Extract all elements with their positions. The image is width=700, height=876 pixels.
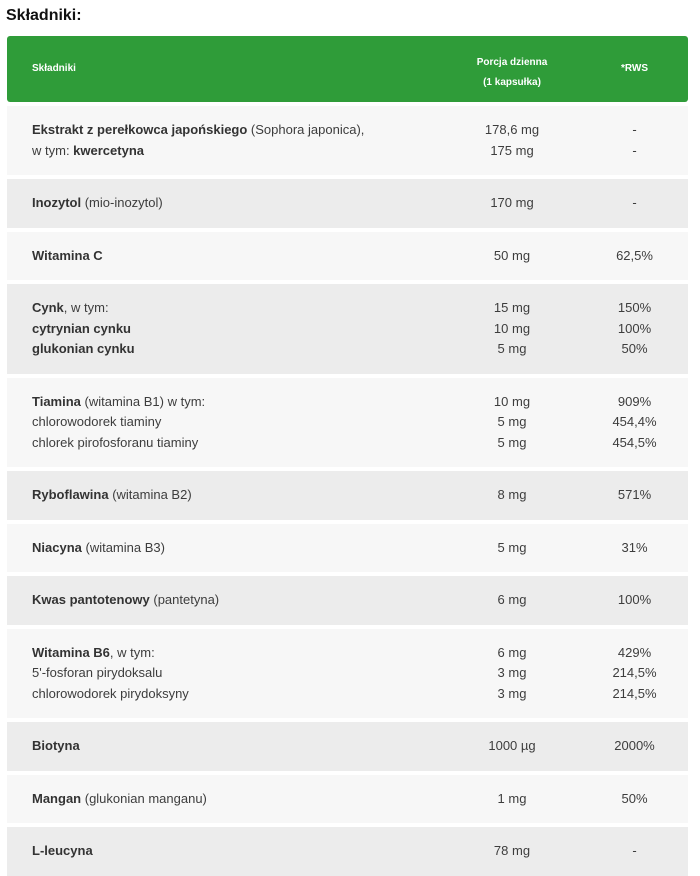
ingredient-name-bold: Mangan	[32, 790, 82, 806]
ingredient-name	[32, 789, 207, 810]
ingredient-rws: 150%	[617, 300, 652, 315]
ingredient-name	[32, 246, 103, 267]
ingredient-name	[32, 684, 189, 705]
ingredient-rws: 429%	[617, 644, 652, 660]
table-row	[7, 179, 688, 228]
ingredient-rws: 100%	[617, 320, 652, 336]
ingredient-name-cell	[32, 841, 93, 862]
ingredient-amount: 5 mg	[497, 434, 527, 450]
ingredient-rws-cell	[592, 246, 677, 267]
table-row	[7, 775, 688, 824]
ingredient-name	[32, 841, 93, 862]
ingredient-name-detail: (glukonian manganu)	[81, 790, 207, 806]
ingredient-rws: -	[632, 142, 637, 158]
ingredient-name-bold: L-leucyna	[32, 843, 93, 858]
ingredient-rws: 100%	[617, 592, 652, 607]
table-header	[7, 36, 688, 102]
ingredient-name-bold: Kwas pantotenowy	[32, 592, 150, 607]
ingredient-name-cell	[32, 538, 165, 559]
table-row	[7, 629, 688, 719]
ingredient-name-bold: Inozytol	[32, 195, 82, 210]
ingredient-name-cell	[32, 590, 219, 611]
ingredient-rws: -	[632, 122, 637, 137]
ingredient-amount: 5 mg	[497, 414, 527, 429]
ingredient-name	[32, 339, 135, 360]
ingredient-name-detail: (witamina B3)	[81, 539, 165, 555]
ingredient-name-bold: glukonian cynku	[32, 341, 135, 356]
table-row	[7, 471, 688, 520]
ingredient-rws-cell	[592, 485, 677, 506]
table-row	[7, 106, 688, 175]
ingredient-name-bold: Witamina B6	[32, 644, 110, 660]
ingredient-name-cell	[32, 485, 192, 506]
table-row	[7, 378, 688, 468]
table-row	[7, 576, 688, 625]
ingredient-amount-cell	[452, 643, 572, 705]
page-title: Składniki:	[6, 7, 82, 24]
ingredient-amount: 170 mg	[490, 195, 534, 210]
ingredient-amount-cell	[452, 538, 572, 559]
ingredient-name-bold: Witamina C	[32, 247, 103, 263]
table-row	[7, 232, 688, 281]
ingredient-rws-cell	[592, 736, 677, 757]
header-rws: *RWS	[620, 63, 649, 74]
table-row	[7, 827, 688, 876]
ingredient-rws: 50%	[621, 341, 648, 356]
ingredient-amount: 178,6 mg	[484, 122, 540, 137]
ingredient-name-bold: kwercetyna	[73, 142, 144, 158]
ingredient-rws-cell	[592, 120, 677, 161]
ingredient-prefix: w tym:	[32, 142, 74, 158]
ingredient-amount: 3 mg	[497, 685, 527, 701]
ingredient-name-detail: chlorowodorek pirydoksyny	[32, 685, 189, 701]
ingredient-amount: 15 mg	[493, 300, 531, 315]
ingredient-name-detail: (witamina B2)	[108, 487, 192, 502]
ingredient-name-bold: Tiamina	[32, 393, 81, 409]
ingredient-amount: 6 mg	[497, 644, 527, 660]
ingredient-rws: 454,4%	[612, 414, 657, 429]
ingredient-rws-cell	[592, 643, 677, 705]
ingredient-name	[32, 736, 80, 757]
ingredient-name-cell	[32, 298, 135, 360]
table-row	[7, 722, 688, 771]
ingredient-amount-cell	[452, 841, 572, 862]
header-daily-dose-line2: (1 kapsułka)	[483, 77, 541, 88]
table-row	[7, 284, 688, 374]
ingredient-amount: 10 mg	[493, 320, 531, 336]
ingredient-rws: 571%	[617, 487, 652, 502]
table-row	[7, 524, 688, 573]
ingredient-amount: 10 mg	[493, 393, 531, 409]
ingredient-amount: 50 mg	[493, 247, 531, 263]
ingredient-rws: 62,5%	[616, 247, 653, 263]
ingredient-name	[32, 319, 135, 340]
ingredient-name-detail: (witamina B1) w tym:	[80, 393, 206, 409]
ingredient-amount-cell	[452, 298, 572, 360]
ingredient-name-detail: 5'-fosforan pirydoksalu	[32, 665, 163, 680]
ingredient-rws: 454,5%	[612, 434, 657, 450]
ingredient-name-detail: chlorowodorek tiaminy	[32, 414, 162, 429]
ingredient-amount-cell	[452, 485, 572, 506]
table-body	[7, 106, 688, 876]
ingredient-rws: -	[632, 843, 637, 858]
ingredient-amount-cell	[452, 392, 572, 454]
ingredient-rws-cell	[592, 789, 677, 810]
ingredient-name	[32, 141, 364, 162]
ingredient-name-cell	[32, 120, 364, 161]
ingredient-name	[32, 193, 163, 214]
ingredients-table	[7, 36, 688, 876]
ingredient-name	[32, 643, 189, 664]
ingredient-name-cell	[32, 392, 205, 454]
ingredient-name-cell	[32, 246, 103, 267]
ingredient-amount: 8 mg	[497, 487, 527, 502]
ingredient-name	[32, 590, 219, 611]
ingredient-name	[32, 298, 135, 319]
ingredient-name-bold: Cynk	[32, 300, 64, 315]
ingredient-amount-cell	[452, 789, 572, 810]
ingredient-name	[32, 663, 189, 684]
ingredient-name-cell	[32, 193, 163, 214]
ingredient-amount: 5 mg	[497, 539, 527, 555]
ingredient-amount-cell	[452, 736, 572, 757]
header-daily-dose	[452, 53, 572, 93]
ingredient-rws-cell	[592, 298, 677, 360]
ingredient-name	[32, 412, 205, 433]
ingredient-amount: 6 mg	[497, 592, 527, 607]
ingredient-amount: 175 mg	[490, 142, 534, 158]
ingredient-rws-cell	[592, 392, 677, 454]
header-daily-dose-line1: Porcja dzienna	[476, 57, 548, 68]
ingredient-name	[32, 120, 364, 141]
ingredient-name-detail: , w tym:	[63, 300, 109, 315]
ingredient-name-cell	[32, 736, 80, 757]
ingredient-rws-cell	[592, 538, 677, 559]
ingredient-name-detail: chlorek pirofosforanu tiaminy	[32, 434, 199, 450]
ingredient-name-bold: cytrynian cynku	[32, 320, 131, 336]
ingredient-amount: 78 mg	[493, 843, 531, 858]
ingredient-name-cell	[32, 643, 189, 705]
ingredient-name-bold: Niacyna	[32, 539, 82, 555]
header-ingredients: Składniki	[32, 63, 76, 74]
ingredient-rws-cell	[592, 590, 677, 611]
ingredient-rws: 214,5%	[612, 665, 657, 680]
ingredient-name-detail: , w tym:	[109, 644, 155, 660]
ingredient-name-bold: Ryboflawina	[32, 487, 109, 502]
ingredient-name-detail: (Sophora japonica),	[247, 122, 365, 137]
ingredient-name-cell	[32, 789, 207, 810]
ingredient-name	[32, 485, 192, 506]
ingredient-amount-cell	[452, 590, 572, 611]
ingredient-rws: 50%	[621, 790, 648, 806]
ingredient-name	[32, 433, 205, 454]
ingredient-amount: 1 mg	[497, 790, 527, 806]
ingredient-amount: 5 mg	[497, 341, 527, 356]
ingredient-rws: 31%	[621, 539, 648, 555]
ingredient-amount-cell	[452, 246, 572, 267]
ingredient-amount-cell	[452, 193, 572, 214]
ingredient-rws-cell	[592, 193, 677, 214]
ingredient-rws: 214,5%	[612, 685, 657, 701]
ingredient-rws: 2000%	[614, 738, 655, 753]
ingredient-rws: -	[632, 195, 637, 210]
ingredient-name-bold: Biotyna	[32, 738, 80, 753]
ingredient-amount: 1000 µg	[488, 738, 536, 753]
ingredient-rws-cell	[592, 841, 677, 862]
ingredient-amount: 3 mg	[497, 665, 527, 680]
ingredient-name-detail: (mio-inozytol)	[81, 195, 163, 210]
ingredient-name-detail: (pantetyna)	[149, 592, 220, 607]
ingredient-name-bold: Ekstrakt z perełkowca japońskiego	[32, 122, 248, 137]
ingredient-rws: 909%	[617, 393, 652, 409]
ingredient-amount-cell	[452, 120, 572, 161]
ingredient-name	[32, 392, 205, 413]
ingredient-name	[32, 538, 165, 559]
